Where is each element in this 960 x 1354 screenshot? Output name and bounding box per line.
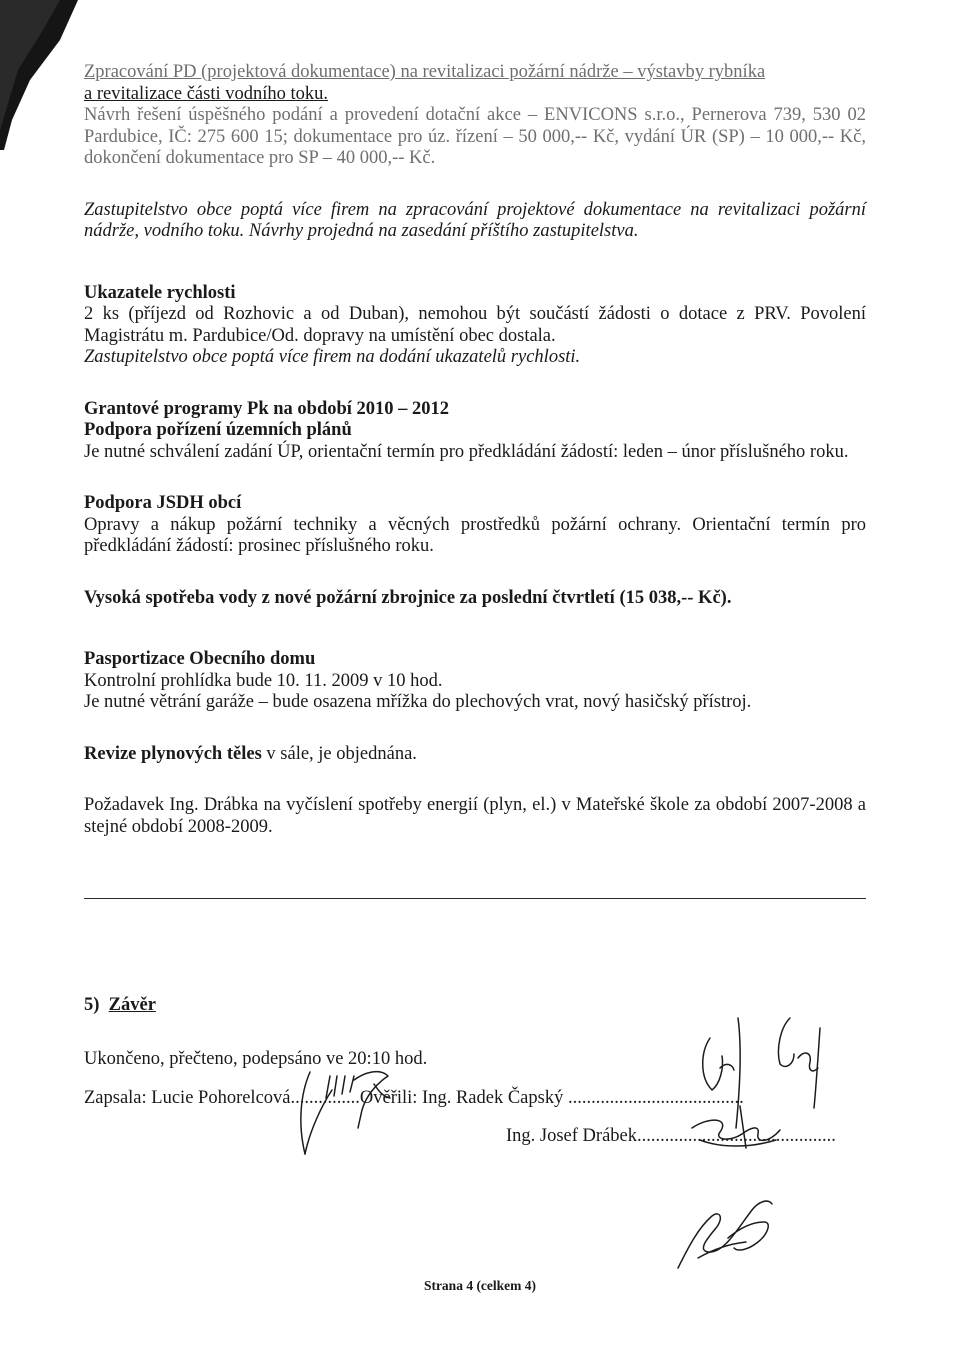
verified-by-label: Ověřili: Ing. Radek Čapský: [359, 1088, 564, 1108]
passport-heading: Pasportizace Obecního domu: [84, 649, 316, 669]
recorded-by-label: Zapsala: Lucie Pohorelcová: [84, 1088, 291, 1108]
initials-signature: [668, 1188, 788, 1278]
grants-sub1: Podpora pořízení územních plánů: [84, 420, 352, 440]
grants-text1: Je nutné schválení zadání ÚP, orientační termín pro předkládání žádostí: leden – únor příslušného roku.: [84, 441, 849, 462]
grants-sub2: Podpora JSDH obcí: [84, 493, 242, 513]
grants-text2: Opravy a nákup požární techniky a věcných prostředků požární ochrany. Orientační termín pro předkládání žádostí: prosinec příslušného roku.: [84, 514, 866, 556]
passport-section: [84, 649, 866, 714]
second-verifier-label: Ing. Josef Drábek: [506, 1125, 637, 1146]
passport-line2: Je nutné větrání garáže – bude osazena mřížka do plechových vrat, nový hasičský přístroj.: [84, 692, 752, 712]
gas-revision-rest: v sále, je objednána.: [261, 743, 417, 764]
project-title-line1: Zpracování PD (projektová dokumentace) na revitalizaci požární nádrže – výstavby rybníka: [84, 62, 766, 82]
gas-revision-bold: Revize plynových těles: [84, 743, 262, 764]
minutes-body: [84, 62, 866, 838]
project-section: [84, 62, 866, 243]
gas-revision: [84, 744, 866, 766]
signature-dots: ...........................................: [637, 1125, 836, 1146]
speed-heading: Ukazatele rychlosti: [84, 282, 236, 303]
speed-text: 2 ks (příjezd od Rozhovic a od Duban), nemohou být součástí žádosti o dotace z PRV. Povolení Magistrátu m. Pardubice/Od. dopravy na umístění obec dostala.: [84, 304, 866, 346]
project-note: Zastupitelstvo obce poptá více firem na zpracování projektové dokumentace na revitalizaci požární nádrže, vodního toku. Návrhy projedná na zasedání příštího zastupitelstva.: [84, 199, 866, 241]
signature-dots: ......................................: [563, 1088, 744, 1108]
conclusion-section: [84, 995, 866, 1147]
water-consumption: Vysoká spotřeba vody z nové požární zbrojnice za poslední čtvrtletí (15 038,-- Kč).: [84, 587, 732, 608]
project-title-line2: a revitalizace části vodního toku.: [84, 83, 329, 104]
page-footer: Strana 4 (celkem 4): [423, 1278, 537, 1293]
recorded-line: [84, 1088, 866, 1110]
project-proposal: Návrh řešení úspěšného podání a provedení dotační akce – ENVICONS s.r.o., Pernerova 739, 530 02 Pardubice, IČ: 275 600 15; dokumentace pro úz. řízení – 50 000,-- Kč, vydání ÚR (SP) – 10 000,-- Kč, dokončení dokumentace pro SP – 40 000,-- Kč.: [84, 105, 866, 168]
conclusion-number: 5): [84, 995, 100, 1015]
signature-dots: ...............: [290, 1088, 360, 1108]
second-verifier-line: [84, 1126, 866, 1148]
passport-line1: Kontrolní prohlídka bude 10. 11. 2009 v 10 hod.: [84, 670, 443, 691]
section-divider: [84, 898, 866, 899]
grants-heading: Grantové programy Pk na období 2010 – 2012: [84, 398, 450, 419]
scan-edge-artifact: [0, 0, 80, 150]
grants-section: [84, 399, 866, 558]
speed-section: [84, 283, 866, 369]
speed-note: Zastupitelstvo obce poptá více firem na dodání ukazatelů rychlosti.: [84, 347, 581, 367]
conclusion-heading: [84, 995, 866, 1017]
energy-request: Požadavek Ing. Drábka na vyčíslení spotřeby energií (plyn, el.) v Mateřské škole za období 2007-2008 a stejné období 2008-2009.: [84, 795, 866, 837]
conclusion-title: Závěr: [108, 995, 156, 1015]
closing-statement: Ukončeno, přečteno, podepsáno ve 20:10 hod.: [84, 1048, 428, 1069]
